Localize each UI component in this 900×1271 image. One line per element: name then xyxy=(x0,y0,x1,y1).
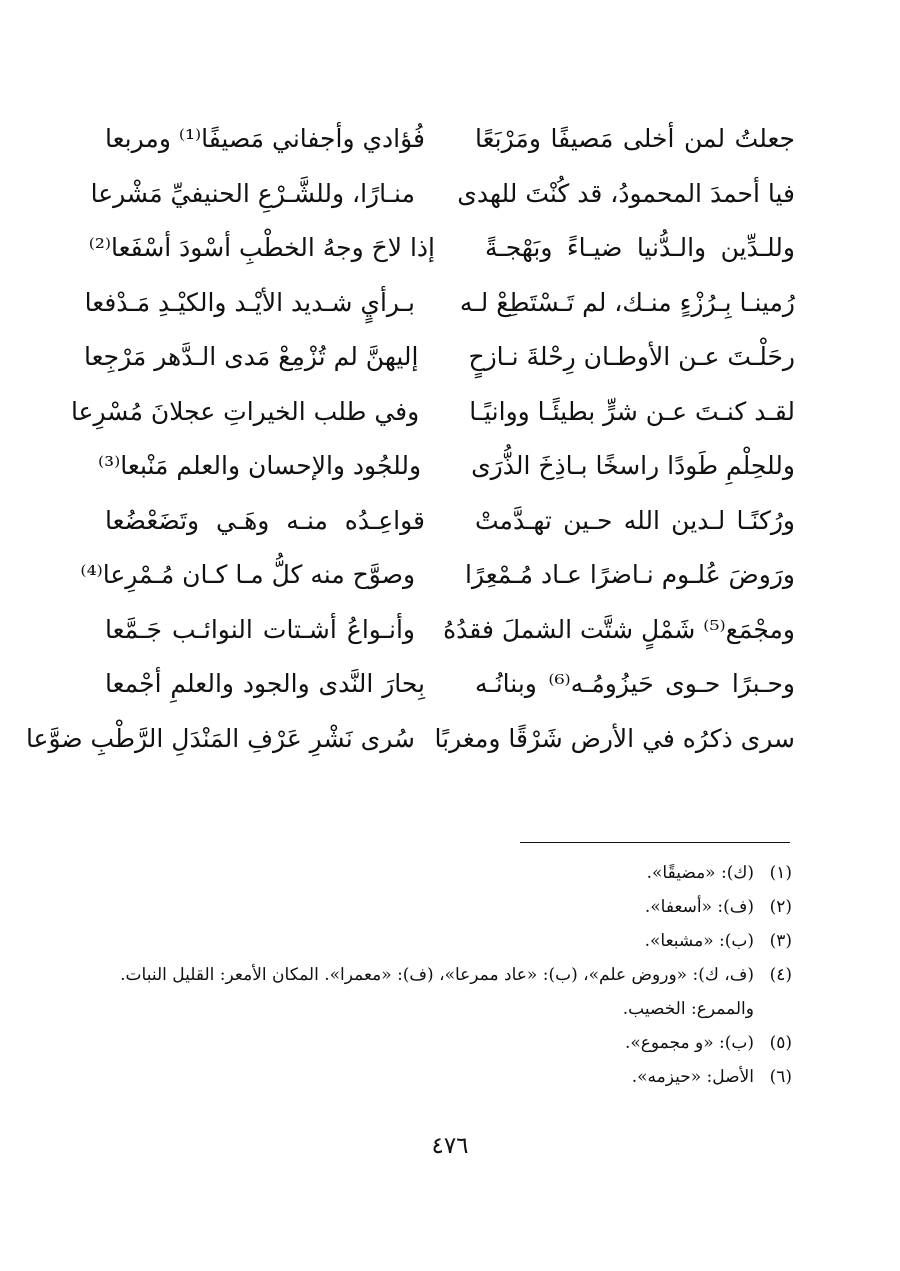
page-number: ٤٧٦ xyxy=(431,1133,469,1159)
footnote-number: (٢) xyxy=(769,897,792,917)
hemistich-right: ومجْمَع⁽⁵⁾ شَمْلٍ شتَّت الشملَ فقدُهُ xyxy=(443,614,795,644)
footnote xyxy=(102,1026,792,1060)
hemistich-left: وللجُود والإحسان والعلم مَنْبعا⁽³⁾ xyxy=(97,451,422,481)
verse xyxy=(90,167,795,222)
footnote-text: (ف، ك): «وروض علم»، (ب): «عاد ممرعا»، (ف): «معمرا». المكان الأمعر: القليل النبات. والممرع: الخصيب. xyxy=(120,965,754,1019)
footnote-text: الأصل: «حيزمه». xyxy=(631,1067,754,1087)
footnote-divider xyxy=(520,842,790,843)
hemistich-left: منـارًا، وللشَّـرْعِ الحنيفيِّ مَشْرعا xyxy=(90,178,415,208)
hemistich-right: وللـدِّين والـدُّنيا ضيـاءً وبَهْجـةً xyxy=(485,233,795,263)
footnote xyxy=(102,1060,792,1094)
footnote-number: (٦) xyxy=(769,1067,792,1087)
hemistich-left: قواعِـدُه منـه وهَـي وتَضَعْضُعا xyxy=(105,505,425,535)
footnote xyxy=(102,958,792,1026)
hemistich-right: ورُكنًـا لـدين الله حـين تهـدَّمتْ xyxy=(475,505,795,535)
footnote-text: (ك): «مضيقًا». xyxy=(646,863,754,883)
verse xyxy=(80,548,795,603)
hemistich-right: فيا أحمدَ المحمودُ، قد كُنْتَ للهدى xyxy=(457,178,795,208)
footnote xyxy=(102,924,792,958)
hemistich-left: فُؤادي وأجفاني مَصيفًا⁽¹⁾ ومربعا xyxy=(105,124,425,154)
footnote xyxy=(102,890,792,924)
hemistich-right: وللحِلْمِ طَودًا راسخًا بـاذِخَ الذُّرَى xyxy=(471,451,795,481)
footnote xyxy=(102,856,792,890)
footnote-text: (ب): «و مجموع». xyxy=(624,1033,754,1053)
footnote-number: (٤) xyxy=(769,965,792,985)
verse xyxy=(97,439,795,494)
poem xyxy=(25,112,795,812)
hemistich-right: ورَوضَ عُلـوم نـاضرًا عـاد مُـمْعِرًا xyxy=(465,560,795,590)
footnote-text: (ف): «أسعفا». xyxy=(644,897,754,917)
verse xyxy=(105,494,795,549)
footnote-text: (ب): «مشبعا». xyxy=(644,931,754,951)
hemistich-left: وأنـواعُ أشـتات النوائـب جَـمَّعا xyxy=(105,614,415,644)
hemistich-right: رحَلْـتَ عـن الأوطـان رِحْلةَ نـازحٍ xyxy=(468,342,795,372)
verse xyxy=(70,385,795,440)
hemistich-left: بِحارَ النَّدى والجود والعلمِ أجْمعا xyxy=(105,669,425,699)
verse xyxy=(83,330,795,385)
footnote-number: (٥) xyxy=(769,1033,792,1053)
hemistich-left: إليهنَّ لم تُزْمِعْ مَدى الـدَّهر مَرْجِعا xyxy=(83,342,419,372)
verse xyxy=(25,712,795,767)
hemistich-left: وصوَّح منه كلُّ مـا كـان مُـمْرِعا⁽⁴⁾ xyxy=(80,560,416,590)
hemistich-right: رُمينـا بِـرُزْءٍ منـك، لم تَـسْتَطِعْ لـه xyxy=(459,287,795,317)
footnote-number: (٣) xyxy=(769,931,792,951)
hemistich-left: إذا لاحَ وجهُ الخطْبِ أسْودَ أسْفَعا⁽²⁾ xyxy=(88,233,435,263)
hemistich-right: وحـبرًا حـوى حَيزُومُـه⁽⁶⁾ وبنانُـه xyxy=(475,669,795,699)
footnotes xyxy=(102,856,792,1094)
hemistich-left: وفي طلب الخيراتِ عجلانَ مُسْرِعا xyxy=(70,396,420,426)
verse xyxy=(84,276,795,331)
verse xyxy=(105,603,795,658)
verse xyxy=(88,221,795,276)
hemistich-left: بـرأيٍ شـديد الأيْـد والكيْـدِ مَـدْفعا xyxy=(84,287,415,317)
footnote-number: (١) xyxy=(769,863,792,883)
hemistich-right: جعلتُ لمن أخلى مَصيفًا ومَرْبَعًا xyxy=(475,124,795,154)
verse xyxy=(105,112,795,167)
hemistich-right: سرى ذكرُه في الأرض شَرْقًا ومغربًا xyxy=(434,723,795,753)
verse xyxy=(105,657,795,712)
hemistich-left: سُرى نَشْرِ عَرْفِ المَنْدَلِ الرَّطْبِ ضوَّعا xyxy=(25,723,415,753)
hemistich-right: لقـد كنـتَ عـن شرٍّ بطيئًـا ووانيًـا xyxy=(469,396,795,426)
